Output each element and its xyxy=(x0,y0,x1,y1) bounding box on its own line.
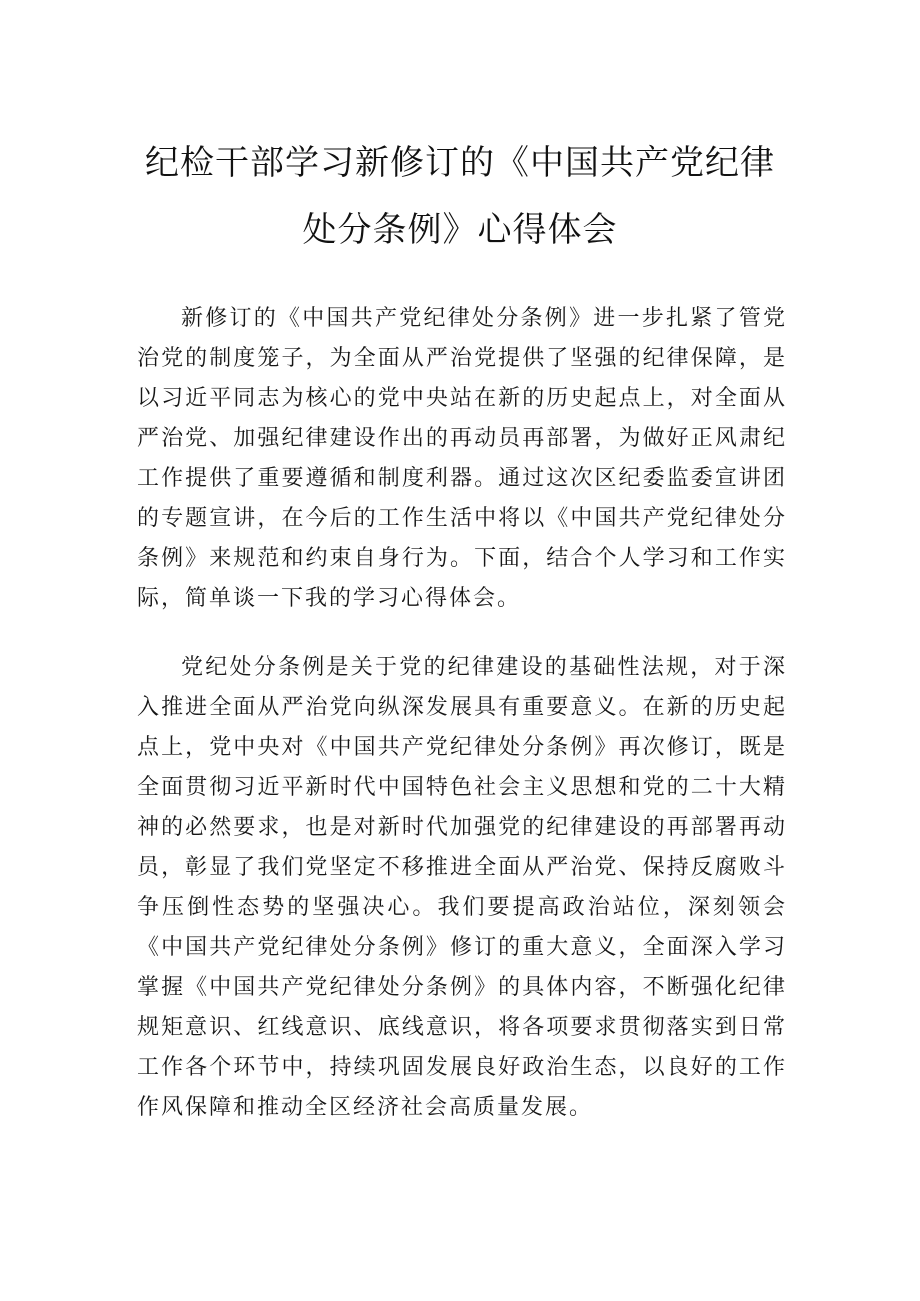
body-paragraph-1: 新修订的《中国共产党纪律处分条例》进一步扎紧了管党治党的制度笼子，为全面从严治党提供了坚强的纪律保障，是以习近平同志为核心的党中央站在新的历史起点上，对全面从严治党、加强纪律建设作出的再动员再部署，为做好正风肃纪工作提供了重要遵循和制度利器。通过这次区纪委监委宣讲团的专题宣讲，在今后的工作生活中将以《中国共产党纪律处分条例》来规范和约束自身行为。下面，结合个人学习和工作实际，简单谈一下我的学习心得体会。 xyxy=(137,306,787,611)
document-title-line-1: 纪检干部学习新修订的《中国共产党纪律 xyxy=(145,143,775,183)
body-paragraph-2: 党纪处分条例是关于党的纪律建设的基础性法规，对于深入推进全面从严治党向纵深发展具有重要意义。在新的历史起点上，党中央对《中国共产党纪律处分条例》再次修订，既是全面贯彻习近平新时代中国特色社会主义思想和党的二十大精神的必然要求，也是对新时代加强党的纪律建设的再部署再动员，彰显了我们党坚定不移推进全面从严治党、保持反腐败斗争压倒性态势的坚强决心。我们要提高政治站位，深刻领会《中国共产党纪律处分条例》修订的重大意义，全面深入学习掌握《中国共产党纪律处分条例》的具体内容，不断强化纪律规矩意识、红线意识、底线意识，将各项要求贯彻落实到日常工作各个环节中，持续巩固发展良好政治生态，以良好的工作作风保障和推动全区经济社会高质量发展。 xyxy=(137,655,787,1120)
document-title-line-2: 处分条例》心得体会 xyxy=(302,210,618,250)
